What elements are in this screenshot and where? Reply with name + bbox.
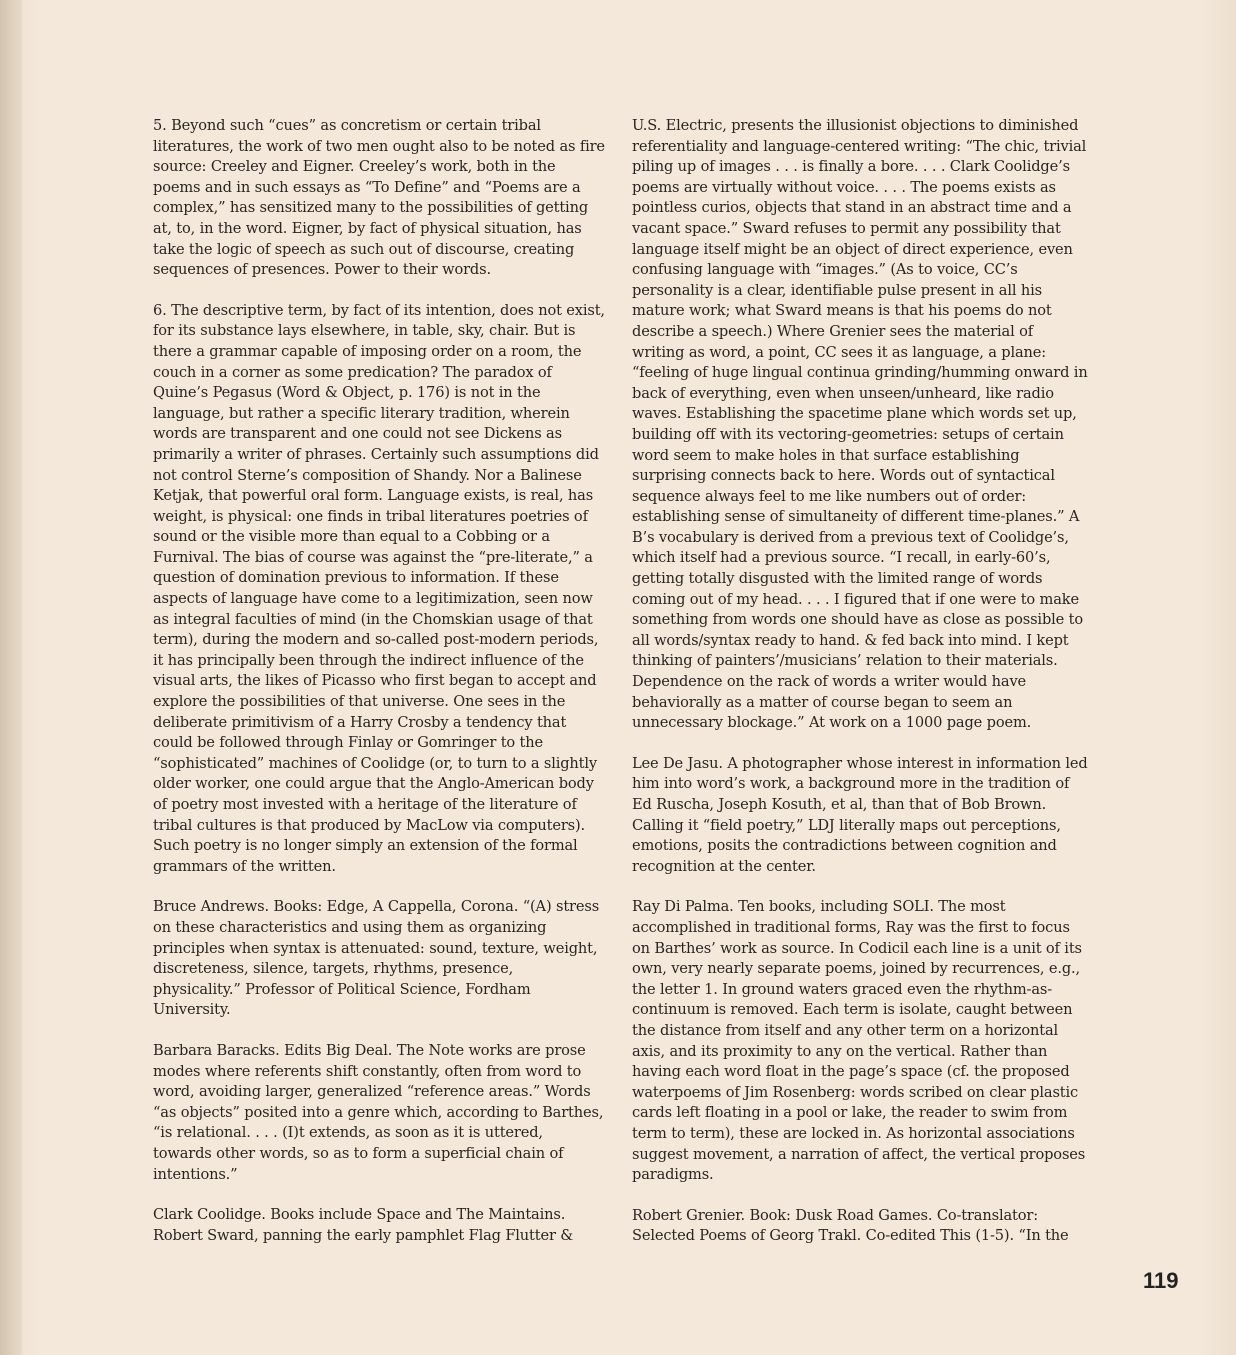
entry-ray-di-palma: Ray Di Palma. Ten books, including SOLI. The most accomplished in traditional forms, Ray was the first to focus on Barthes’ work as source. In Codicil each line is a unit of its own, very nearly separate poems, joined by recurrences, e.g., the letter 1. In ground waters graced even the rhythm-as-continuum is removed. Each term is isolate, caught between the distance from itself and any other term on a horizontal axis, and its proximity to any on the vertical. Rather than having each word float in the page’s space (cf. the proposed waterpoems of Jim Rosenberg: words scribed on clear plastic cards left floating in a pool or lake, the reader to swim from term to term), these are locked in. As horizontal associations suggest movement, a narration of affect, the vertical proposes paradigms. <box>632 898 1086 1184</box>
left-text-column <box>153 116 605 1246</box>
entry-clark-coolidge-continued: U.S. Electric, presents the illusionist objections to diminished referentiality and language-centered writing: “The chic, trivial piling up of images . . . is finally a bore. . . . Clark Coolidge’s poems are virtually without voice. . . . The poems exists as pointless curios, objects that stand in an abstract time and a vacant space.” Sward refuses to permit any possibility that language itself might be an object of direct experience, even confusing language with “images.” (As to voice, CC’s personality is a clear, identifiable pulse present in all his mature work; what Sward means is that his poems do not describe a speech.) Where Grenier sees the material of writing as word, a point, CC sees it as language, a plane: “feeling of huge lingual continua grinding/humming onward in back of everything, even when unseen/unheard, like radio waves. Establishing the spacetime plane which words set up, building off with its vectoring-geometries: setups of certain word seem to make holes in that surface establishing surprising connects back to here. Words out of syntactical sequence always feel to me like numbers out of order: establishing sense of simultaneity of different time-planes.” A B’s vocabulary is derived from a previous text of Coolidge’s, which itself had a previous source. “I recall, in early-60’s, getting totally disgusted with the limited range of words coming out of my head. . . . I figured that if one were to make something from words one should have as close as possible to all words/syntax ready to hand. & fed back into mind. I kept thinking of painters’/musicians’ relation to their materials. Dependence on the rack of words a writer would have behaviorally as a matter of course began to seem an unnecessary blockage.” At work on a 1000 page poem. <box>632 117 1088 732</box>
entry-robert-grenier: Robert Grenier. Book: Dusk Road Games. Co-translator: Selected Poems of Georg Trakl. Co-edited This (1-5). “In the <box>632 1206 1069 1245</box>
book-spine-shadow <box>0 0 22 1355</box>
paragraph-6-descriptive-term: 6. The descriptive term, by fact of its intention, does not exist, for its substance lays elsewhere, in table, sky, chair. But is there a grammar capable of imposing order on a room, the couch in a corner as some predication? The paradox of Quine’s Pegasus (Word & Object, p. 176) is not in the language, but rather a specific literary tradition, wherein words are transparent and one could not see Dickens as primarily a writer of phrases. Certainly such assumptions did not control Sterne’s composition of Shandy. Nor a Balinese Ketjak, that powerful oral form. Language exists, is real, has weight, is physical: one finds in tribal literatures poetries of sound or the visible more than equal to a Cobbing or a Furnival. The bias of course was against the “pre-literate,” a question of domination previous to information. If these aspects of language have come to a legitimization, seen now as integral faculties of mind (in the Chomskian usage of that term), during the modern and so-called post-modern periods, it has principally been through the indirect influence of the visual arts, the likes of Picasso who first began to accept and explore the possibilities of that universe. One sees in the deliberate primitivism of a Harry Crosby a tendency that could be followed through Finlay or Gomringer to the “sophisticated” machines of Coolidge (or, to turn to a slightly older worker, one could argue that the Anglo-American body of poetry most invested with a heritage of the literature of tribal cultures is that produced by MacLow via computers). Such poetry is no longer simply an extension of the formal grammars of the written. <box>153 301 605 875</box>
paragraph-5-fire-source: 5. Beyond such “cues” as concretism or certain tribal literatures, the work of two men ought also to be noted as fire source: Creeley and Eigner. Creeley’s work, both in the poems and in such essays as “To Define” and “Poems are a complex,” has sensitized many to the possibilities of getting at, to, in the word. Eigner, by fact of physical situation, has take the logic of speech as such out of discourse, creating sequences of presences. Power to their words. <box>153 117 605 279</box>
right-text-column <box>632 116 1088 1247</box>
page-number: 119 <box>1143 1268 1179 1293</box>
entry-barbara-baracks: Barbara Baracks. Edits Big Deal. The Note works are prose modes where referents shift constantly, often from word to word, avoiding larger, generalized “reference areas.” Words “as objects” posited into a genre which, according to Barthes, “is relational. . . . (I)t extends, as soon as it is uttered, towards other words, so as to form a superficial chain of intentions.” <box>153 1041 604 1183</box>
entry-bruce-andrews: Bruce Andrews. Books: Edge, A Cappella, Corona. “(A) stress on these characteristics and using them as organizing principles when syntax is attenuated: sound, texture, weight, discreteness, silence, targets, rhythms, presence, physicality.” Professor of Political Science, Fordham University. <box>153 898 600 1019</box>
entry-lee-de-jasu: Lee De Jasu. A photographer whose interest in information led him into word’s work, a background more in the tradition of Ed Ruscha, Joseph Kosuth, et al, than that of Bob Brown. Calling it “field poetry,” LDJ literally maps out perceptions, emotions, posits the contradictions between cognition and recognition at the center. <box>632 754 1088 875</box>
entry-clark-coolidge: Clark Coolidge. Books include Space and The Maintains. Robert Sward, panning the early pamphlet Flag Flutter & <box>153 1206 574 1244</box>
